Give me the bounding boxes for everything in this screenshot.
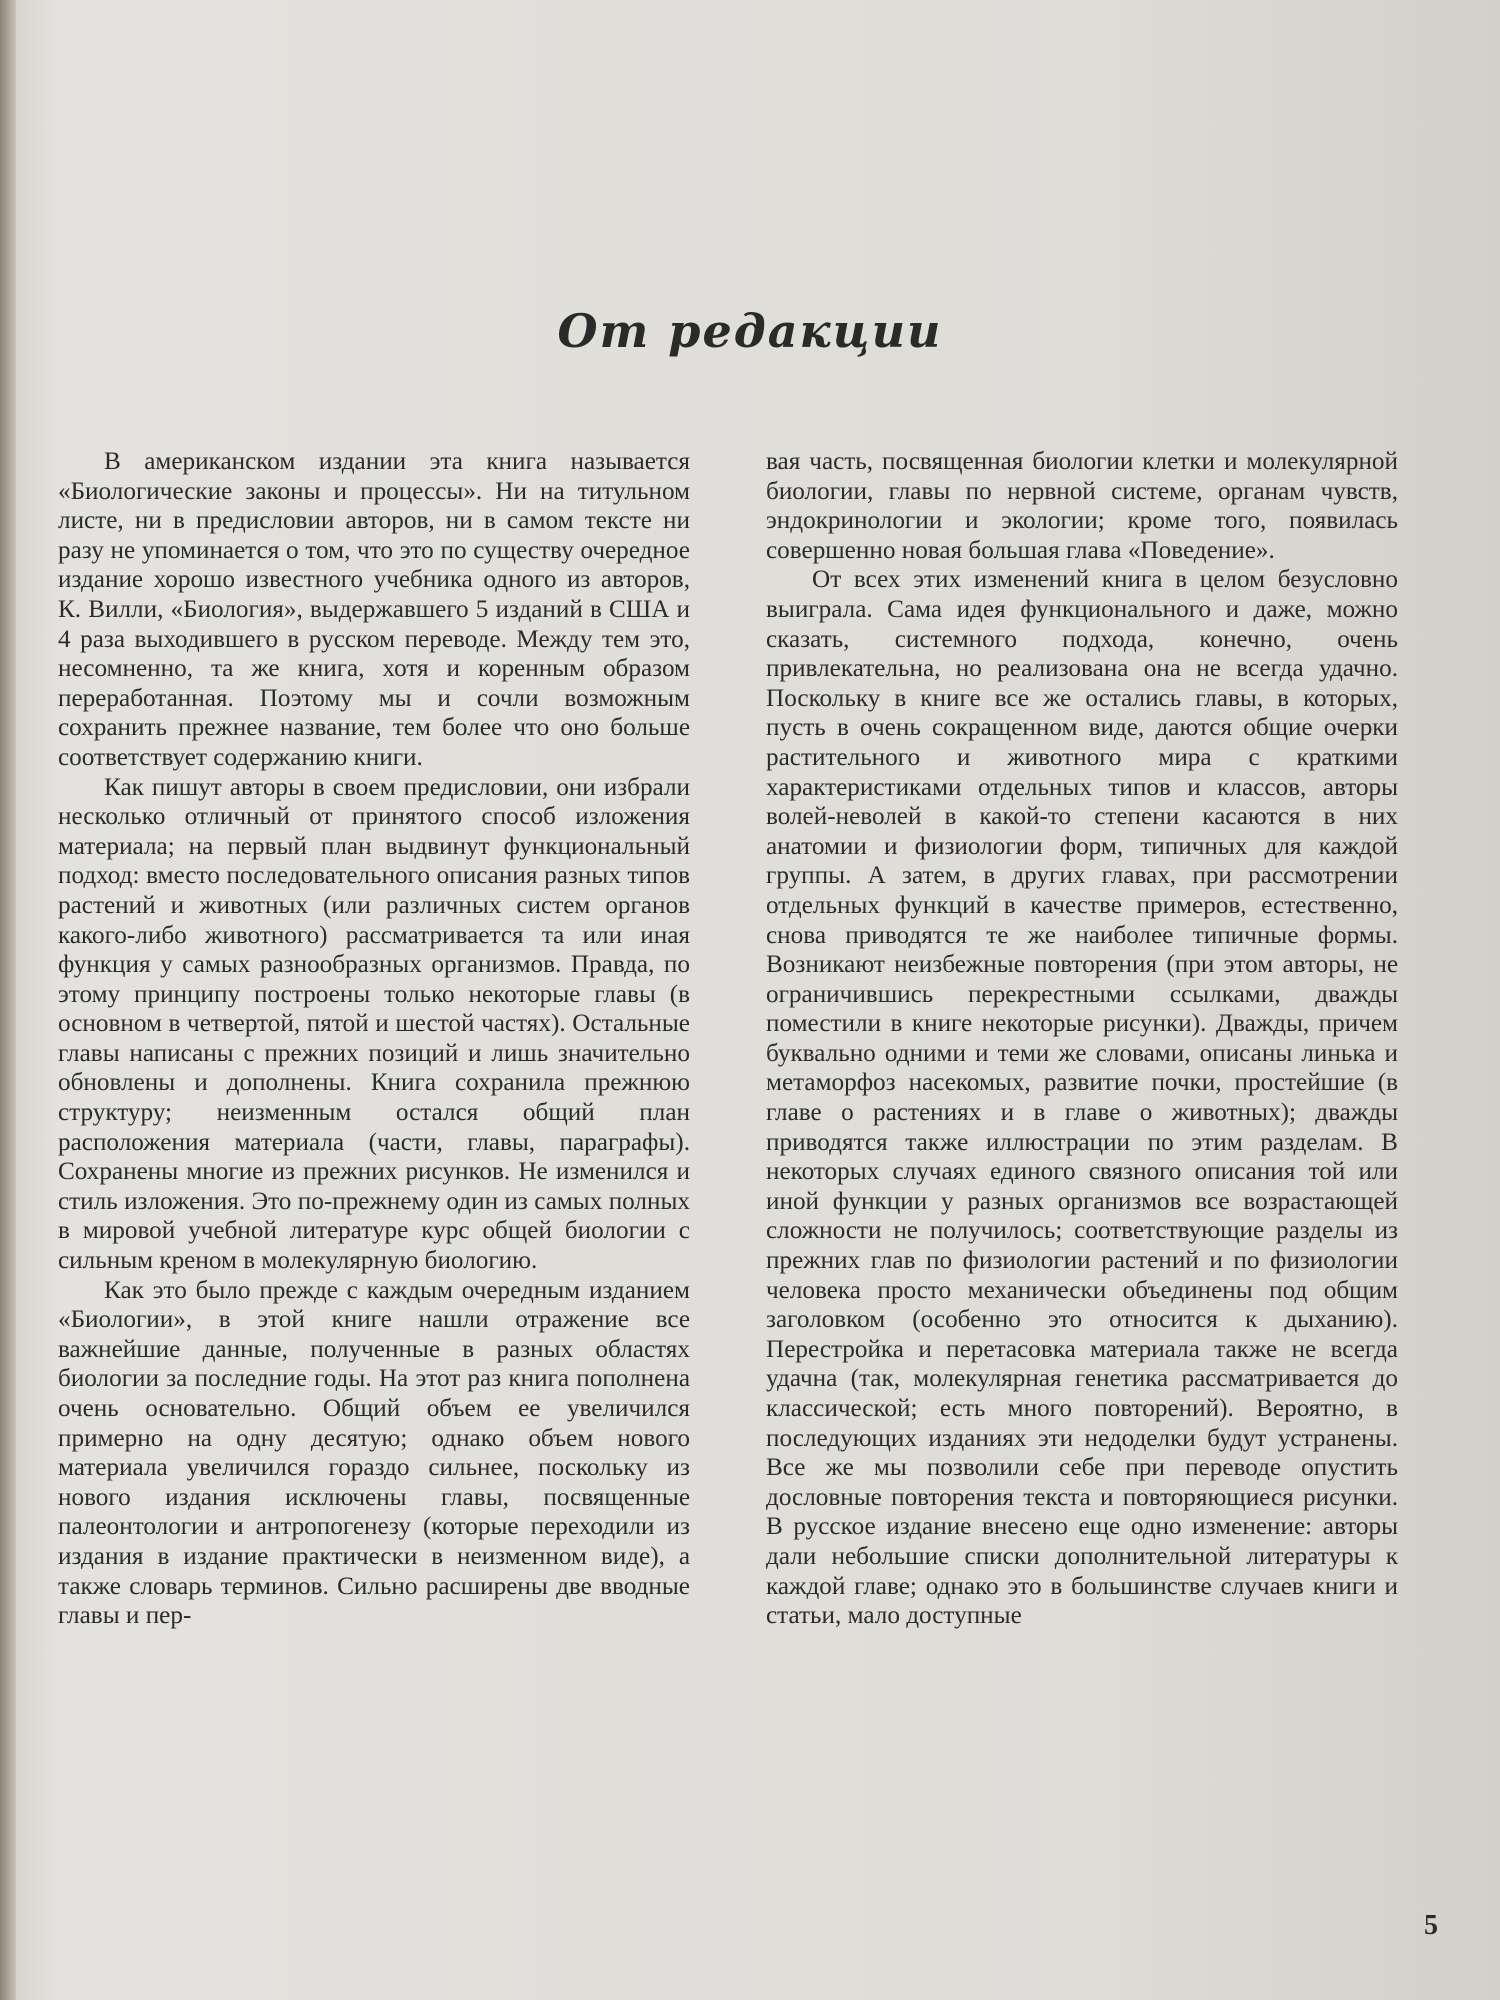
paragraph: Как пишут авторы в своем предисловии, они избрали несколько отличный от принятого способ изложения материала; на первый план выдвинут функциональный подход: вместо последовательного описания разных типов растений и животных (или различных систем органов какого-либо животного) рассматривается та или иная функция у самых разнообразных организмов. Правда, по этому принципу построены только некоторые главы (в основном в четвертой, пятой и шестой частях). Остальные главы написаны с прежних позиций и лишь значительно обновлены и дополнены. Книга сохранила прежнюю структуру; неизменным остался общий план расположения материала (части, главы, параграфы). Сохранены многие из прежних рисунков. Не изменился и стиль изложения. Это по-прежнему один из самых полных в мировой учебной литературе курс общей биологии с сильным креном в молекулярную биологию. (58, 773, 690, 1275)
page-number: 5 (1424, 1910, 1438, 1941)
book-spine-shadow (0, 0, 16, 2000)
paragraph-continuation: вая часть, посвященная биологии клетки и молекулярной биологии, главы по нервной системе, органам чувств, эндокринологии и экологии; кроме того, появилась совершенно новая большая глава «Поведение». (766, 448, 1398, 564)
page-title: От редакции (557, 304, 943, 358)
paragraph: От всех этих изменений книга в целом безусловно выиграла. Сама идея функционального и даже, можно сказать, системного подхода, конечно, очень привлекательна, но реализована она не всегда удачно. Поскольку в книге все же остались главы, в которых, пусть в очень сокращенном виде, даются общие очерки растительного и животного мира с краткими характеристиками отдельных типов и классов, авторы волей-неволей в какой-то степени касаются в них анатомии и физиологии форм, типичных для каждой группы. А затем, в других главах, при рассмотрении отдельных функций в качестве примеров, естественно, снова приводятся те же наиболее типичные формы. Возникают неизбежные повторения (при этом авторы, не ограничившись перекрестными ссылками, дважды поместили в книге некоторые рисунки). Дважды, причем буквально одними и теми же словами, описаны линька и метаморфоз насекомых, развитие почки, простейшие (в главе о растениях и в главе о животных); дважды приводятся также иллюстрации по этим разделам. В некоторых случаях единого связного описания той или иной функции у разных организмов все возрастающей сложности не получилось; соответствующие разделы из прежних глав по физиологии растений и по физиологии человека просто механически объединены под общим заголовком (особенно это относится к дыханию). Перестройка и перетасовка материала также не всегда удачна (так, молекулярная генетика рассматривается до классической; есть много повторений). Вероятно, в последующих изданиях эти недоделки будут устранены. Все же мы позволили себе при переводе опустить дословные повторения текста и повторяющиеся рисунки. В русское издание внесено еще одно изменение: авторы дали небольшие списки дополнительной литературы к каждой главе; однако это в большинстве случаев книги и статьи, мало доступные (766, 566, 1398, 1630)
paragraph: В американском издании эта книга называется «Биологические законы и процессы». Ни на титульном листе, ни в предисловии авторов, ни в самом тексте ни разу не упоминается о том, что это по существу очередное издание хорошо известного учебника одного из авторов, К. Вилли, «Биология», выдержавшего 5 изданий в США и 4 раза выходившего в русском переводе. Между тем это, несомненно, та же книга, хотя и коренным образом переработанная. Поэтому мы и сочли возможным сохранить прежнее название, тем более что оно больше соответствует содержанию книги. (58, 448, 690, 771)
right-text-column (766, 447, 1398, 1631)
paragraph: Как это было прежде с каждым очередным изданием «Биологии», в этой книге нашли отражение все важнейшие данные, полученные в разных областях биологии за последние годы. На этот раз книга пополнена очень основательно. Общий объем ее увеличился примерно на одну десятую; однако объем нового материала увеличился гораздо сильнее, поскольку из нового издания исключены главы, посвященные палеонтологии и антропогенезу (которые переходили из издания в издание практически в неизменном виде), а также словарь терминов. Сильно расширены две вводные главы и пер- (58, 1276, 690, 1630)
left-text-column (58, 447, 690, 1631)
